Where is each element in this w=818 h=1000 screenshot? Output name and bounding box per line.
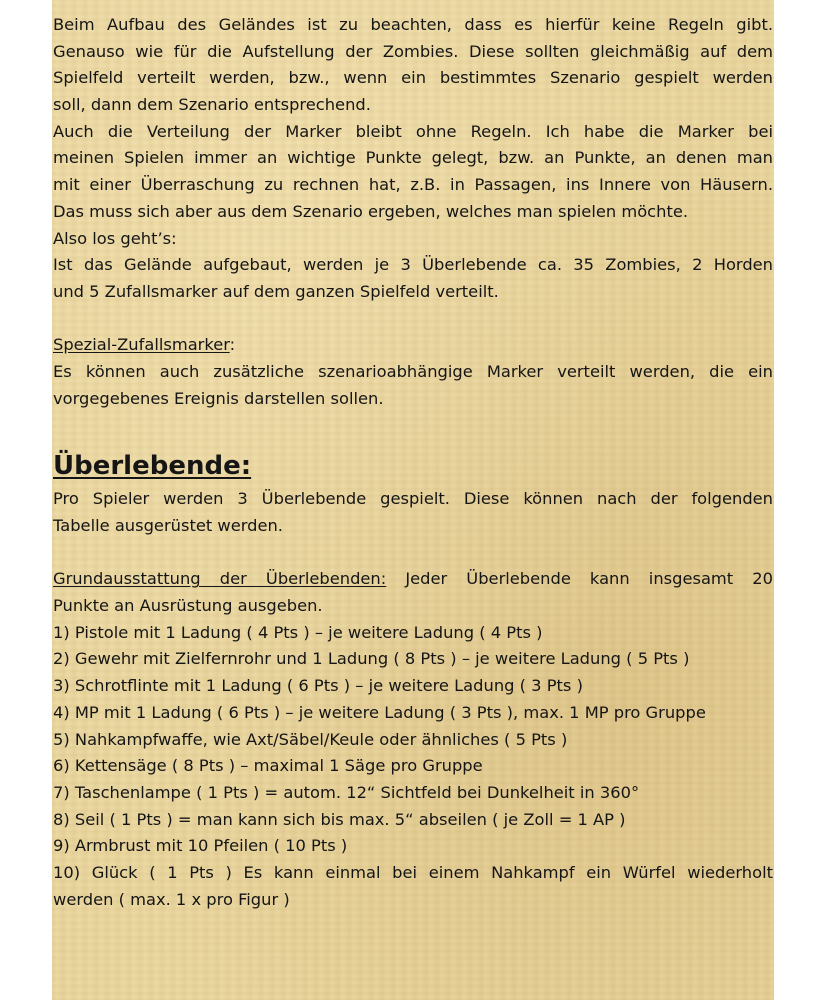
- equipment-intro-text: Jeder Überlebende kann insgesamt 20: [386, 569, 773, 589]
- equipment-item: 7) Taschenlampe ( 1 Pts ) = autom. 12“ Sichtfeld bei Dunkelheit in 360°: [53, 782, 640, 802]
- equipment-item: 8) Seil ( 1 Pts ) = man kann sich bis max. 5“ abseilen ( je Zoll = 1 AP ): [53, 809, 626, 829]
- survivors-line: Tabelle ausgerüstet werden.: [53, 516, 283, 535]
- section-spacer: [53, 412, 773, 438]
- special-markers-colon: :: [229, 335, 236, 355]
- equipment-item: 1) Pistole mit 1 Ladung ( 4 Pts ) – je weitere Ladung ( 4 Pts ): [53, 622, 543, 642]
- intro-line: Auch die Verteilung der Marker bleibt ohne Regeln. Ich habe die Marker bei: [53, 121, 773, 141]
- special-markers-line: vorgegebenes Ereignis darstellen sollen.: [53, 388, 384, 408]
- equipment-item: 4) MP mit 1 Ladung ( 6 Pts ) – je weitere Ladung ( 3 Pts ), max. 1 MP pro Gruppe: [53, 702, 706, 722]
- equipment-item: werden ( max. 1 x pro Figur ): [53, 889, 290, 909]
- special-markers-line: Es können auch zusätzliche szenarioabhängige Marker verteilt werden, die ein: [53, 361, 773, 381]
- intro-line: soll, dann dem Szenario entsprechend.: [53, 95, 371, 115]
- intro-line: Beim Aufbau des Geländes ist zu beachten, dass es hierfür keine Regeln gibt.: [53, 15, 773, 34]
- blank-line: [53, 540, 773, 567]
- intro-line: Ist das Gelände aufgebaut, werden je 3 Überlebende ca. 35 Zombies, 2 Horden: [53, 255, 773, 275]
- intro-line: Also los geht’s:: [53, 228, 177, 248]
- parchment-page: [52, 0, 774, 1000]
- intro-line: meinen Spielen immer an wichtige Punkte gelegt, bzw. an Punkte, an denen man: [53, 148, 773, 168]
- equipment-item: 5) Nahkampfwaffe, wie Axt/Säbel/Keule oder ähnliches ( 5 Pts ): [53, 729, 568, 749]
- equipment-item: 9) Armbrust mit 10 Pfeilen ( 10 Pts ): [53, 836, 348, 856]
- intro-line: mit einer Überraschung zu rechnen hat, z.B. in Passagen, ins Innere von Häusern.: [53, 175, 773, 195]
- blank-line: [53, 306, 773, 333]
- equipment-item: 3) Schrotflinte mit 1 Ladung ( 6 Pts ) – je weitere Ladung ( 3 Pts ): [53, 676, 583, 696]
- survivors-heading: Überlebende:: [53, 451, 252, 482]
- equipment-heading: Grundausstattung der Überlebenden:: [53, 569, 387, 589]
- intro-line: Spielfeld verteilt werden, bzw., wenn ein bestimmtes Szenario gespielt werden: [53, 68, 773, 88]
- equipment-item: 2) Gewehr mit Zielfernrohr und 1 Ladung ( 8 Pts ) – je weitere Ladung ( 5 Pts ): [53, 649, 690, 669]
- intro-line: Das muss sich aber aus dem Szenario ergeben, welches man spielen möchte.: [53, 201, 689, 221]
- equipment-item: 10) Glück ( 1 Pts ) Es kann einmal bei einem Nahkampf ein Würfel wiederholt: [53, 862, 773, 882]
- document-body: [53, 12, 773, 913]
- equipment-intro-line-2: Punkte an Ausrüstung ausgeben.: [53, 596, 323, 616]
- intro-line: Genauso wie für die Aufstellung der Zombies. Diese sollten gleichmäßig auf dem: [53, 41, 773, 61]
- equipment-intro-line: [53, 566, 773, 593]
- special-markers-title-line: [53, 332, 773, 359]
- equipment-item: 6) Kettensäge ( 8 Pts ) – maximal 1 Säge pro Gruppe: [53, 756, 483, 776]
- survivors-line: Pro Spieler werden 3 Überlebende gespielt. Diese können nach der folgenden: [53, 489, 773, 509]
- intro-line: und 5 Zufallsmarker auf dem ganzen Spielfeld verteilt.: [53, 281, 499, 301]
- special-markers-heading: Spezial-Zufallsmarker: [53, 335, 230, 355]
